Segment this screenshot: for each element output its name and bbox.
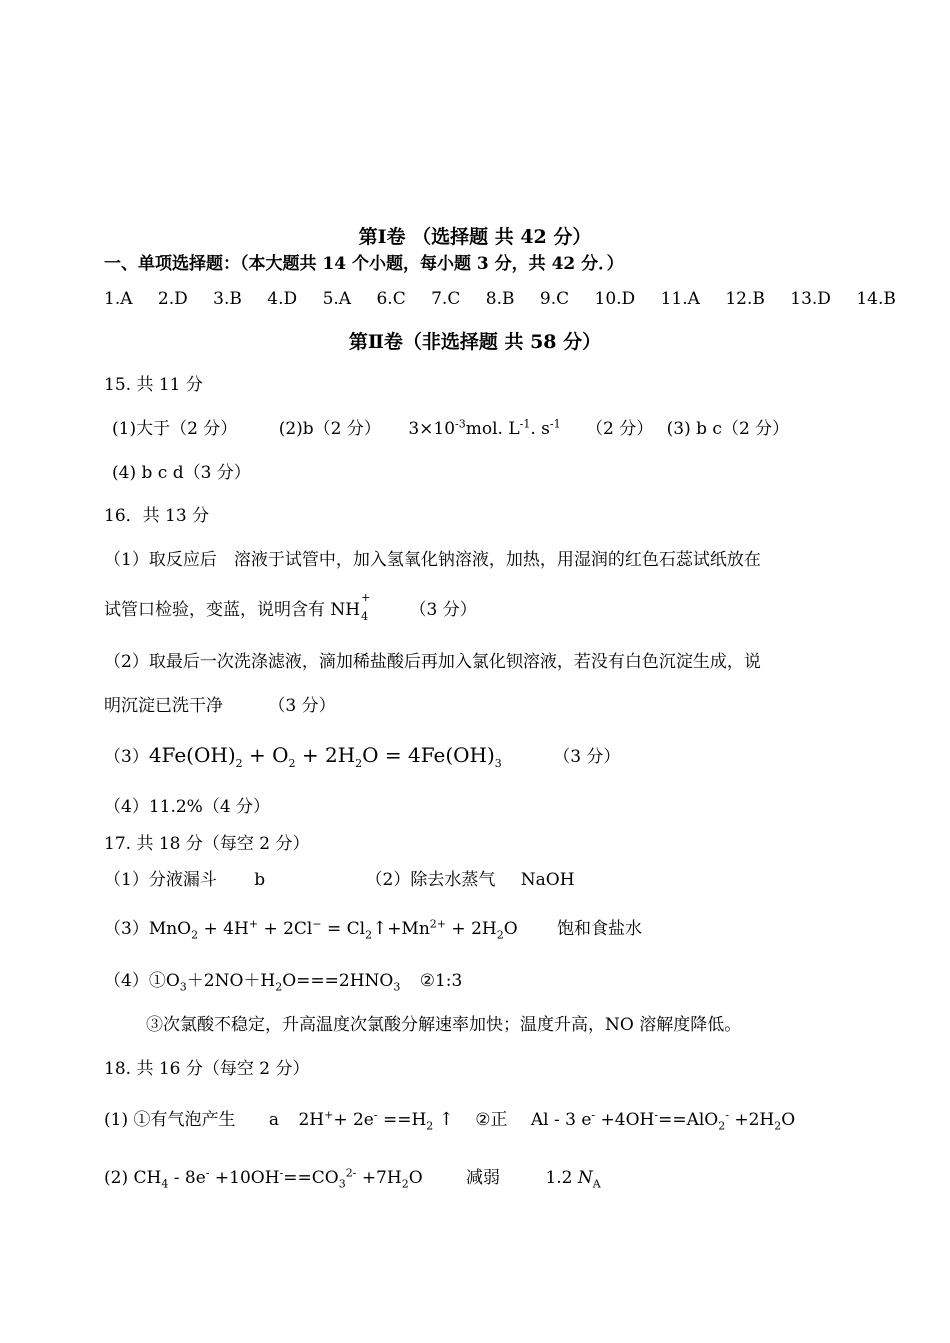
eq-term: ==CO: [283, 1168, 339, 1188]
q17-line1: [104, 869, 575, 891]
eq-term: +7H: [361, 1168, 402, 1188]
eq-term: O: [408, 1168, 423, 1188]
q17-part2: （2）除去水蒸气: [365, 870, 496, 890]
q16-part3-label: （3）: [104, 747, 149, 767]
q15-rate-score: （2 分）: [586, 419, 654, 439]
eq-term: + 4H: [203, 919, 249, 939]
answer-item: 6.C: [376, 289, 406, 309]
q15-rate-exp: -1: [549, 417, 561, 431]
q16-part2-line2: [104, 695, 336, 717]
q15-rate-value: 3×10: [408, 419, 456, 439]
answer-item: 11.A: [660, 289, 700, 309]
eq-term: + 2e: [333, 1110, 374, 1130]
part1-section-heading: 一、单项选择题：（本大题共 14 个小题，每小题 3 分，共 42 分．）: [104, 254, 624, 274]
q16-header: 16．共 13 分: [104, 506, 210, 526]
part2-title: 第Ⅱ卷（非选择题 共 58 分）: [348, 331, 602, 353]
eq-term: O = 4Fe(OH): [362, 743, 495, 767]
q17-part1-answer: b: [254, 870, 266, 890]
eq-term: O: [781, 1110, 796, 1130]
eq-term: MnO: [148, 919, 192, 939]
part1-title: 第Ⅰ卷 （选择题 共 42 分）: [358, 226, 592, 248]
answer-item: 2.D: [157, 289, 188, 309]
q15-answer-2: (2)b（2 分）: [278, 419, 381, 439]
eq-term: Al - 3 e: [530, 1110, 592, 1130]
gas-arrow-icon: ↑: [438, 1109, 454, 1130]
q15-answer-1: (1)大于（2 分）: [112, 419, 238, 439]
q15-header: 15. 共 11 分: [104, 375, 203, 395]
eq-term: ＋2NO＋H: [186, 971, 276, 991]
q18-part1-electrode: ②正: [475, 1110, 508, 1130]
answer-item: 9.C: [539, 289, 570, 309]
q17-part3-label: （3）: [104, 919, 149, 939]
q17-part4-line2: ③次氯酸不稳定，升高温度次氯酸分解速率加快；温度升高，NO 溶解度降低。: [146, 1015, 742, 1035]
eq-term: + O: [248, 743, 289, 767]
answer-item: 1.A: [104, 289, 133, 309]
eq-term: ==AlO: [658, 1110, 719, 1130]
q16-part1-score: （3 分）: [409, 600, 477, 620]
avogadro-symbol: N: [577, 1168, 593, 1188]
eq-term: = Cl: [327, 919, 366, 939]
avogadro-subscript: A: [592, 1177, 601, 1191]
q16-part3: [104, 744, 620, 768]
q15-rate-unit: . s: [530, 419, 550, 439]
answer-item: 12.B: [725, 289, 765, 309]
q15-answers-line1: [112, 418, 789, 440]
q16-part1-line2: 试管口检验，变蓝，说明含有 NH + 4 （3 分）: [104, 591, 477, 623]
q16-part1-line1: （1）取反应后 溶液于试管中，加入氢氧化钠溶液，加热，用湿润的红色石蕊试纸放在: [104, 550, 761, 570]
q17-part4-ratio: ②1:3: [419, 971, 463, 991]
answer-item: 14.B: [856, 289, 896, 309]
q18-line2: (2) $CH_4 - 8e^- +10OH^-==CO_3^{2-} +7H_2O$ 减弱 1.2 $N_A$: [104, 1166, 601, 1191]
q17-part3-answer: 饱和食盐水: [557, 919, 643, 939]
q15-answer-4: (4) b c d（3 分）: [112, 463, 251, 483]
q16-part1-text: 试管口检验，变蓝，说明含有 NH: [104, 600, 361, 620]
eq-term: +4OH: [600, 1110, 655, 1130]
q15-rate-exp: -1: [519, 417, 531, 431]
q18-part2-trend: 减弱: [466, 1168, 501, 1188]
q15-rate: [408, 419, 560, 439]
q18-part1: (1) ①有气泡产生: [104, 1110, 236, 1130]
eq-term: （4）①O: [104, 971, 180, 991]
eq-term: +Mn: [387, 919, 430, 939]
q18-line1: (1) ①有气泡产生 a $2H^++ 2e^- ==H_2$ ↑ ②正 Al - 3 $e^- +4OH^-==AlO_2^- +2H_2O$: [104, 1108, 796, 1133]
q15-rate-exp: -3: [455, 417, 466, 431]
eq-term: + 2H: [451, 919, 497, 939]
eq-term: +2H: [734, 1110, 775, 1130]
eq-term: 4Fe(OH): [148, 743, 236, 767]
q17-equation: $MnO_2 + 4H^+ + 2Cl^- = Cl_2↑+Mn^{2+} + 2H_2O$: [148, 917, 518, 942]
q16-equation: $4Fe(OH)_2 + O_2 + 2H_2O = 4Fe(OH)_3$: [148, 743, 502, 770]
q16-part2-line1: （2）取最后一次洗涤滤液，滴加稀盐酸后再加入氯化钡溶液，若没有白色沉淀生成，说: [104, 652, 761, 672]
q16-part2-text: 明沉淀已洗干净: [104, 696, 223, 716]
answer-item: 8.B: [485, 289, 515, 309]
q16-part3-score: （3 分）: [553, 747, 621, 767]
eq-term: ==H: [382, 1110, 427, 1130]
q15-answer-3: (3) b c（2 分）: [666, 419, 790, 439]
q17-part1: （1）分液漏斗: [104, 870, 217, 890]
eq-term: + 2Cl: [263, 919, 313, 939]
answer-item: 5.A: [322, 289, 352, 309]
q18-part1-answer: a: [268, 1110, 280, 1130]
q17-part2-answer: NaOH: [520, 870, 575, 890]
q17-line3: [104, 918, 642, 940]
q18-part2-amount: 1.2: [545, 1168, 573, 1188]
eq-term: (2) CH: [104, 1168, 162, 1188]
q16-part4: （4）11.2%（4 分）: [104, 797, 271, 817]
q17-line4: $(4)①O_3+2NO+H_2O===2HNO_3$ ②1:3: [104, 971, 463, 994]
eq-term: + 2H: [301, 743, 356, 767]
answer-item: 7.C: [431, 289, 461, 309]
eq-term: +10OH: [214, 1168, 280, 1188]
eq-term: O===2HNO: [282, 971, 394, 991]
answer-item: 4.D: [267, 289, 298, 309]
answer-row: [104, 288, 896, 310]
answer-item: 10.D: [594, 289, 636, 309]
eq-term: O: [503, 919, 518, 939]
gas-arrow-icon: ↑: [372, 918, 388, 939]
q15-rate-unit: mol. L: [465, 419, 520, 439]
answer-item: 13.D: [790, 289, 831, 309]
eq-term: - 8e: [173, 1168, 206, 1188]
q16-part2-score: （3 分）: [268, 696, 336, 716]
answer-item: 3.B: [213, 289, 242, 309]
q18-header: 18. 共 16 分（每空 2 分）: [104, 1059, 310, 1079]
eq-term: 2H: [298, 1110, 325, 1130]
q17-header: 17. 共 18 分（每空 2 分）: [104, 834, 310, 854]
